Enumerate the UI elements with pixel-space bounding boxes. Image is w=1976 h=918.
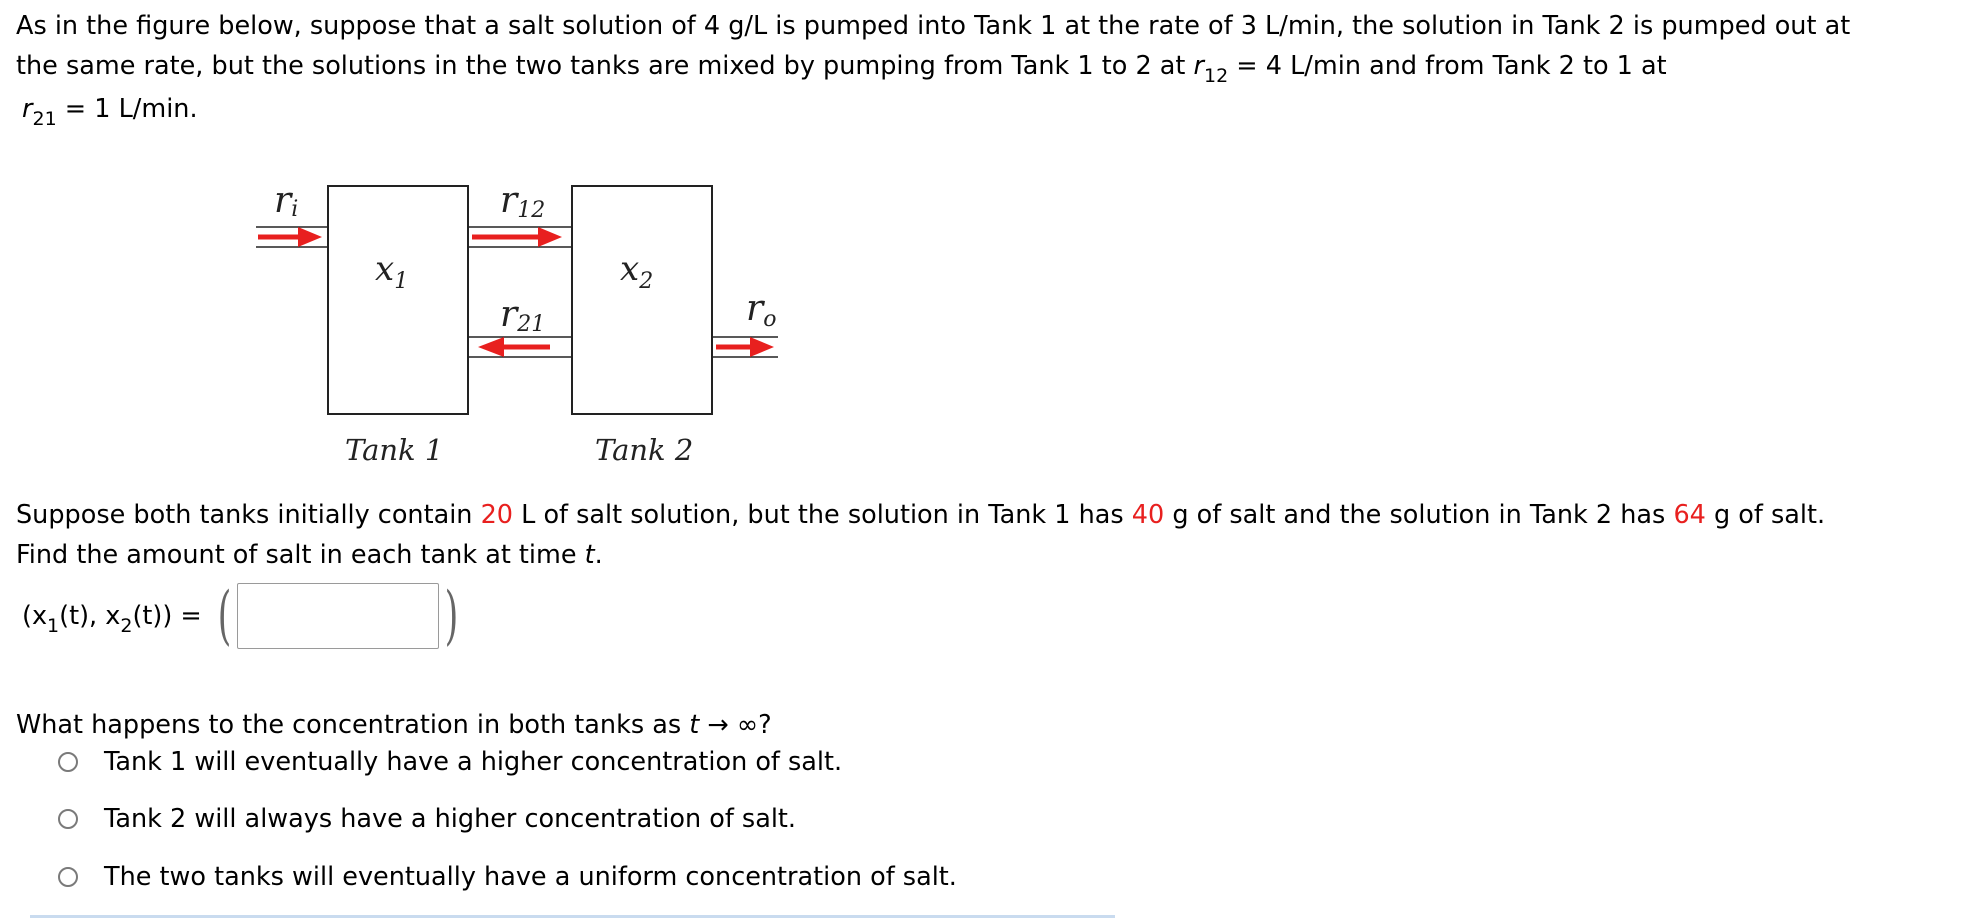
answer-input[interactable] [237, 583, 439, 649]
r21-label: r21 [500, 294, 546, 337]
radio-button[interactable] [58, 809, 78, 829]
question-2 [16, 705, 772, 745]
left-paren: ( [217, 579, 232, 653]
tank-2-box [572, 186, 712, 414]
q2-text: What happens to the concentration in both tanks as [16, 710, 690, 740]
r21-subscript: 21 [32, 108, 57, 130]
answer-lhs: ($x_1(t)$, $x_2(t)$) = [22, 601, 202, 637]
r12-symbol: r [1193, 51, 1204, 81]
q1-text: g of salt. [1705, 500, 1826, 530]
right-paren: ) [444, 579, 459, 653]
x1-label: $x_1$ [375, 249, 409, 294]
time-variable: t [689, 710, 700, 740]
q1-text: L of salt solution, but the solution in Tank 1 has [513, 500, 1132, 530]
intro-line-1: As in the figure below, suppose that a salt solution of 4 g/L is pumped into Tank 1 at the rate of 3 L/min, the solution in Tank 2 is pumped out at [16, 11, 1851, 41]
tank-2-salt-value: 64 [1673, 500, 1706, 530]
pipe-r12 [468, 227, 572, 247]
time-variable: t [584, 540, 595, 570]
intro-text: = 1 L/min. [56, 94, 198, 124]
tank-1-label: Tank 1 [345, 433, 444, 467]
radio-option-3[interactable] [58, 862, 957, 892]
intro-line-2 [16, 46, 1667, 88]
question-1-line-2 [16, 535, 603, 575]
pipe-r21 [468, 337, 572, 357]
tank-1-box [328, 186, 468, 414]
radio-button[interactable] [58, 752, 78, 772]
x2-label: $x_2$ [620, 249, 654, 294]
q2-limit: → ∞? [699, 710, 772, 740]
radio-button[interactable] [58, 867, 78, 887]
intro-text: = 4 L/min and from Tank 2 to 1 at [1228, 51, 1667, 81]
option-label: Tank 1 will eventually have a higher concentration of salt. [104, 747, 843, 777]
outflow-pipe [712, 337, 778, 357]
answer-row [22, 578, 464, 654]
q1-text: Suppose both tanks initially contain [16, 500, 481, 530]
radio-option-1[interactable] [58, 747, 842, 777]
q1-text: . [594, 540, 603, 570]
ri-label: ri [274, 180, 299, 222]
inflow-pipe [256, 227, 328, 247]
ro-label: ro [746, 288, 777, 332]
r12-subscript: 12 [1204, 65, 1229, 87]
q1-text: Find the amount of salt in each tank at time [16, 540, 585, 570]
tank-1-salt-value: 40 [1131, 500, 1165, 530]
r12-label: r12 [500, 180, 546, 223]
intro-text: the same rate, but the solutions in the two tanks are mixed by pumping from Tank 1 to 2 at [16, 51, 1194, 81]
two-tank-diagram [250, 170, 800, 475]
option-label: Tank 2 will always have a higher concentration of salt. [104, 804, 797, 834]
question-1-line-1 [16, 495, 1825, 535]
option-label: The two tanks will eventually have a uniform concentration of salt. [104, 862, 957, 892]
tank-2-label: Tank 2 [595, 433, 694, 467]
radio-option-2[interactable] [58, 804, 796, 834]
q1-text: g of salt and the solution in Tank 2 has [1164, 500, 1674, 530]
intro-line-3 [22, 89, 198, 131]
initial-volume-value: 20 [480, 500, 514, 530]
r21-symbol: r [22, 94, 33, 124]
